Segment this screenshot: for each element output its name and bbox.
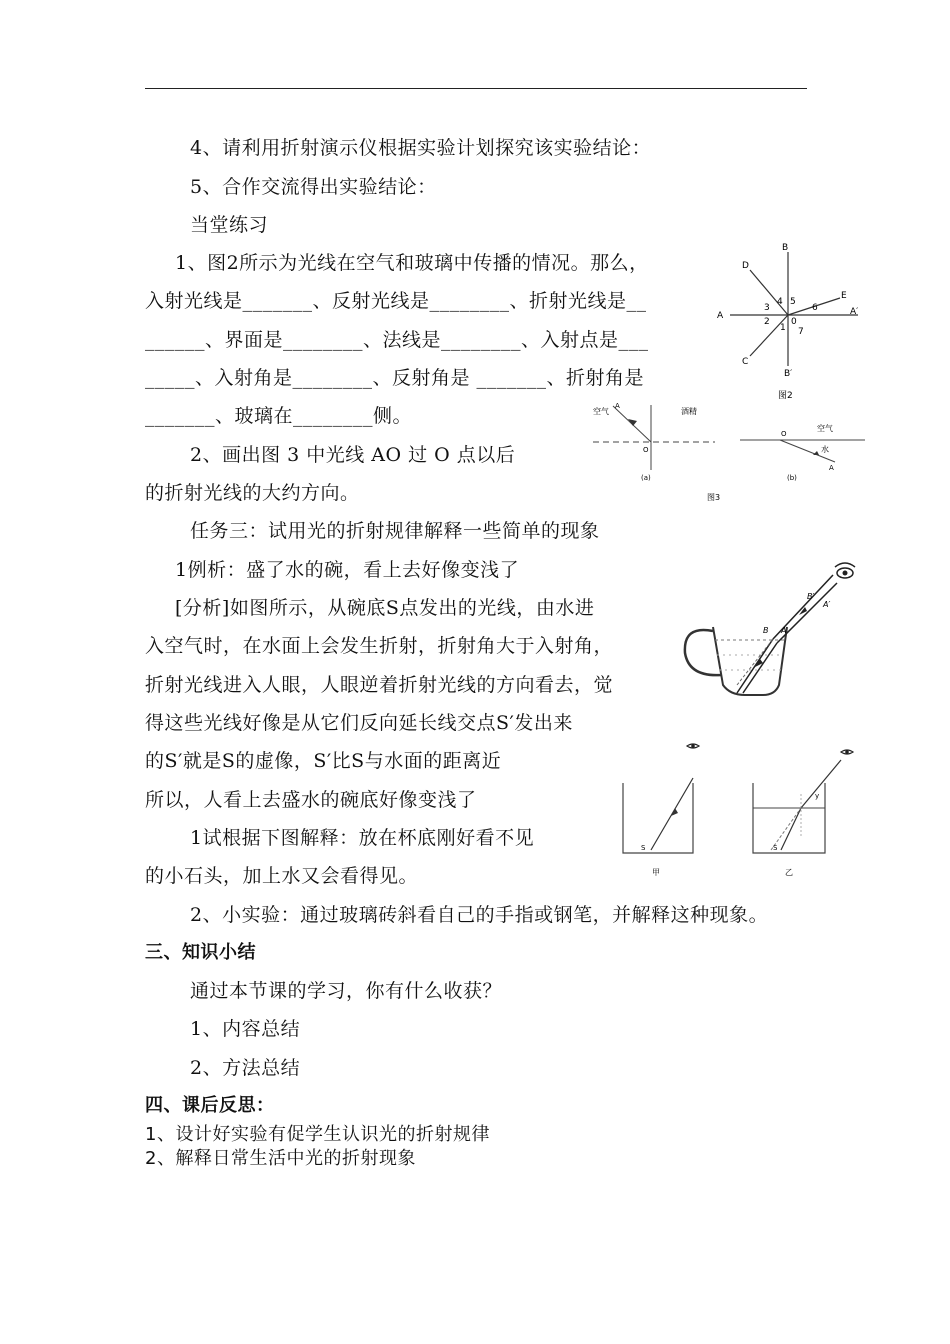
mini-experiment: 2、小实验：通过玻璃砖斜看自己的手指或钢笔，并解释这种现象。 (190, 904, 769, 926)
header-rule (145, 88, 807, 89)
summary-content: 1、内容总结 (190, 1018, 301, 1040)
cup-yi-label: 乙 (785, 868, 793, 877)
cup-yi-s: S (773, 844, 778, 852)
fig3b-air: 空气 (817, 424, 833, 433)
q1-line2: 入射光线是_______、反射光线是________、折射光线是__ (145, 290, 647, 312)
cups-stone-figure (615, 738, 865, 883)
task-3-title: 任务三：试用光的折射规律解释一些简单的现象 (190, 520, 600, 542)
fig2-num-2: 2 (764, 317, 770, 327)
fig2-num-5: 5 (790, 297, 796, 307)
heading-reflection: 四、课后反思： (145, 1095, 275, 1116)
fig3-caption: 图3 (707, 493, 721, 502)
q1-line1: 1、图2所示为光线在空气和玻璃中传播的情况。那么， (175, 252, 649, 274)
fig2-num-6: 6 (812, 303, 818, 313)
figure-2-diagram (712, 240, 872, 405)
fig3b-o: O (781, 430, 787, 438)
fig3a-air: 空气 (593, 407, 609, 416)
bowl-label-a1: A′ (823, 600, 831, 609)
fig2-caption: 图2 (778, 391, 793, 401)
fig3b-water: 水 (821, 445, 829, 454)
figure-3-diagram (585, 400, 870, 505)
fig2-label-b2: B′ (784, 369, 793, 379)
analysis-line5: 的S′就是S的虚像，S′比S与水面的距离近 (145, 750, 502, 772)
analysis-line1: [分析]如图所示，从碗底S点发出的光线，由水进 (175, 597, 595, 619)
analysis-line6: 所以，人看上去盛水的碗底好像变浅了 (145, 789, 477, 811)
fig2-label-a2: A′ (850, 307, 859, 317)
step-5: 5、合作交流得出实验结论： (190, 176, 437, 198)
fig3b-a: A (829, 464, 834, 472)
q1-line5: _______、玻璃在________侧。 (145, 405, 413, 427)
fig3a-alcohol: 酒精 (681, 407, 697, 416)
cup-jia-s: S (641, 844, 646, 852)
fig3a-a: A (615, 402, 620, 410)
cup-yi-y: y (815, 792, 820, 800)
q2-line1: 2、画出图 3 中光线 AO 过 O 点以后 (190, 444, 516, 466)
explain-line2: 的小石头，加上水又会看得见。 (145, 865, 419, 887)
analysis-line2: 入空气时，在水面上会发生折射，折射角大于入射角， (145, 635, 614, 657)
fig2-num-3: 3 (764, 303, 770, 313)
bowl-label-b2: B (763, 626, 769, 635)
explain-line1: 1试根据下图解释：放在杯底刚好看不见 (190, 827, 535, 849)
fig3b-caption: (b) (787, 474, 797, 482)
q1-line3: ______、界面是________、法线是________、入射点是___ (145, 329, 649, 351)
bowl-label-b1: B′ (807, 592, 815, 601)
q2-line2: 的折射光线的大约方向。 (145, 482, 360, 504)
fig2-num-1: 1 (780, 323, 786, 333)
fig3a-caption: (a) (641, 474, 651, 482)
fig2-origin: 0 (791, 317, 797, 327)
fig2-num-4: 4 (777, 297, 783, 307)
summary-question: 通过本节课的学习，你有什么收获？ (190, 980, 503, 1002)
fig2-num-7: 7 (798, 327, 804, 337)
analysis-line3: 折射光线进入人眼，人眼逆着折射光线的方向看去，觉 (145, 674, 614, 696)
example-1: 1例析：盛了水的碗，看上去好像变浅了 (175, 559, 520, 581)
fig2-label-d: D (742, 261, 749, 271)
reflection-2: 2、解释日常生活中光的折射现象 (145, 1148, 416, 1169)
section-practice: 当堂练习 (190, 214, 269, 236)
fig2-label-b: B (782, 243, 789, 253)
analysis-line4: 得这些光线好像是从它们反向延长线交点S′发出来 (145, 712, 573, 734)
fig2-label-c: C (742, 357, 749, 367)
bowl-refraction-figure (675, 555, 870, 705)
fig2-label-a: A (717, 311, 724, 321)
cup-jia-label: 甲 (652, 868, 660, 877)
reflection-1: 1、设计好实验有促学生认识光的折射规律 (145, 1124, 490, 1145)
fig2-label-e: E (841, 291, 847, 301)
step-4: 4、请利用折射演示仪根据实验计划探究该实验结论： (190, 137, 652, 159)
bowl-label-a2: A (781, 626, 787, 635)
summary-method: 2、方法总结 (190, 1057, 301, 1079)
heading-summary: 三、知识小结 (145, 942, 256, 963)
fig3a-o: O (643, 446, 649, 454)
q1-line4: _____、入射角是________、反射角是 _______、折射角是 (145, 367, 645, 389)
